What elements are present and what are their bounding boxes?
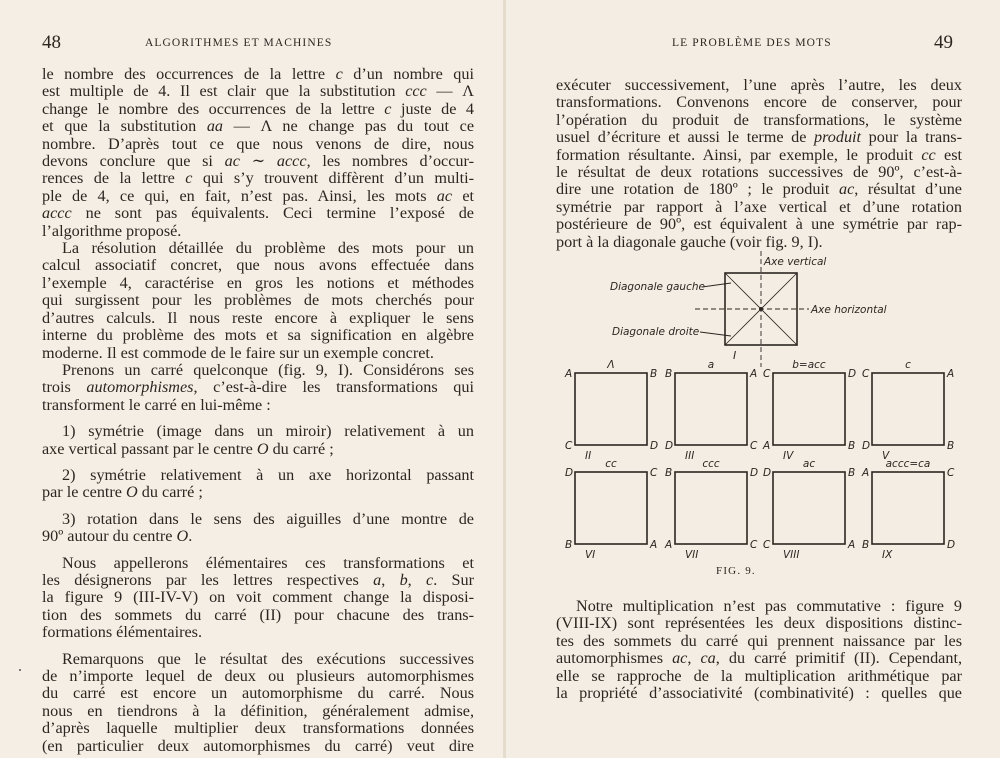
text-line: usuel d’écriture et aussi le terme de produit pour la trans- (556, 128, 962, 147)
text-line: l’opération du produit de transformations, le système (556, 110, 962, 129)
vertex-label-tr: D (848, 368, 857, 380)
text-line: transforment le carré en lui-même : (42, 395, 271, 414)
vertex-label-bl: B (862, 539, 870, 551)
text-line: 3) rotation dans le sens des aiguilles d’une montre de (62, 509, 474, 528)
vertex-label-tl: B (665, 368, 673, 380)
paragraph (42, 66, 474, 240)
square-roman-label: VIII (783, 549, 800, 561)
text-line: exécuter successivement, l’une après l’autre, les deux (556, 76, 962, 94)
square-title: a (707, 359, 715, 371)
text-line: 1) symétrie (image dans un miroir) relativement à un (62, 422, 474, 441)
text-line: calcul associatif concret, que nous avons effectuée dans (42, 256, 474, 275)
vertex-label-br: B (947, 440, 955, 452)
vertex-label-br: D (947, 539, 956, 551)
figure-9 (540, 245, 980, 585)
square-title: ac (802, 458, 816, 470)
text-line: nous en tiendrons à la définition, généralement admise, (42, 701, 474, 720)
vertex-label-bl: D (665, 440, 674, 452)
vertex-label-br: D (650, 440, 659, 452)
text-line: postérieure de 90º, est équivalent à une symétrie par rap- (556, 215, 962, 234)
square-title: ccc (702, 458, 720, 470)
figure-caption: FIG. 9. (716, 565, 756, 577)
text-line: est multiple de 4. Il est clair que la substitution ccc — Λ (42, 82, 474, 101)
square-title: c (905, 359, 911, 371)
text-line: ple de 4, ce qui, en fait, n’est pas. Ainsi, les mots ac et (42, 186, 474, 205)
text-line: change le nombre des occurrences de la lettre c juste de 4 (42, 99, 474, 118)
vertex-label-tl: A (862, 467, 870, 479)
paragraph (556, 77, 962, 251)
text-line: moderne. Il est commode de le faire sur un exemple concret. (42, 343, 434, 362)
square-roman-label: II (585, 450, 592, 462)
text-line: dire une rotation de 180º ; le produit ac, résultat d’une (556, 180, 962, 199)
vertex-label-bl: C (763, 539, 771, 551)
text-line: et que la substitution aa — Λ ne change pas du tout ce (42, 117, 475, 136)
vertex-label-tr: A (947, 368, 955, 380)
square-roman-label: III (685, 450, 695, 462)
vertex-label-br: B (848, 440, 856, 452)
vertex-label-tr: B (650, 368, 658, 380)
text-line: du carré est encore un automorphisme du carré. Nous (42, 684, 474, 703)
text-line: automorphismes ac, ca, du carré primitif (II). Cependant, (556, 649, 963, 668)
text-line: formations élémentaires. (42, 623, 203, 642)
vertex-label-tl: A (565, 368, 573, 380)
square-iii (675, 373, 747, 445)
vertex-label-tr: C (947, 467, 955, 479)
paragraph (42, 423, 474, 458)
text-line: port à la diagonale gauche (voir fig. 9, I). (556, 232, 823, 251)
paragraph (42, 240, 474, 362)
square-ii (575, 373, 647, 445)
text-line: transformations. Convenons encore de conserver, pour (556, 93, 962, 112)
center-point-o (759, 307, 763, 311)
vertex-label-tr: B (848, 467, 856, 479)
square-vi (575, 472, 647, 544)
text-line: d’autres calculs. Il nous reste encore à expliquer le sens (42, 308, 474, 327)
vertex-label-bl: A (763, 440, 771, 452)
vertex-label-bl: C (565, 440, 573, 452)
square-roman-label: VII (685, 549, 699, 561)
square-roman-label: V (882, 450, 890, 462)
text-line: symétrie par rapport à l’axe vertical et d’une rotation (556, 197, 962, 216)
text-line: 2) symétrie relativement à un axe horizontal passant (62, 465, 474, 484)
paragraph (42, 467, 474, 502)
vertex-label-tl: D (565, 467, 574, 479)
square-v (872, 373, 944, 445)
text-line: les désignerons par les lettres respectives a, b, c. Sur (42, 570, 475, 589)
square-roman-label: IX (882, 549, 893, 561)
square-roman-label: VI (585, 549, 596, 561)
text-line: Prenons un carré quelconque (fig. 9, I). Considérons ses (62, 360, 474, 379)
text-line: tes des sommets du carré qui prennent naissance par les (556, 631, 962, 650)
paragraph (42, 362, 474, 414)
vertex-label-bl: A (665, 539, 673, 551)
vertex-label-tl: C (763, 368, 771, 380)
paragraph (42, 651, 474, 755)
text-line: de n’importe lequel de deux ou plusieurs automorphismes (42, 667, 474, 685)
text-line: La résolution détaillée du problème des mots pour un (62, 239, 474, 258)
text-line: qui surgissent pour les problèmes de mots cherchés pour (42, 291, 474, 310)
vertex-label-tl: C (862, 368, 870, 380)
text-line: le nombre des occurrences de la lettre c d’un nombre qui (42, 65, 474, 83)
diagonale-droite-label: Diagonale droite (612, 326, 700, 338)
stray-mark (19, 669, 21, 671)
square-iv (773, 373, 845, 445)
figure-9-diagram (540, 245, 980, 585)
paragraph (42, 511, 474, 546)
text-line: 90º autour du centre O. (42, 527, 193, 546)
text-line: d’après laquelle multiplier deux transformations données (42, 719, 474, 738)
text-line: la propriété d’associativité (combinativité) : quelles que (556, 684, 962, 703)
square-roman-label: IV (783, 450, 794, 462)
text-line: accc ne sont pas équivalents. Ceci termine l’exposé de (42, 204, 474, 223)
vertex-label-tr: D (750, 467, 759, 479)
vertex-label-br: C (750, 539, 758, 551)
diagonale-droite-pointer (700, 332, 731, 336)
vertex-label-bl: D (862, 440, 871, 452)
square-title: accc=ca (885, 458, 931, 470)
text-line: par le centre O du carré ; (42, 483, 203, 502)
text-line: le résultat de deux rotations successives de 90º, c’est-à- (556, 163, 962, 182)
text-line: l’exemple 4, caractérise en gros les notions et méthodes (42, 273, 474, 292)
paragraph (556, 598, 962, 702)
text-line: devons conclure que si ac ∼ accc, les nombres d’occur- (42, 152, 474, 171)
vertex-label-tr: A (750, 368, 758, 380)
main-square-roman-label: I (733, 349, 737, 362)
text-line: formation résultante. Ainsi, par exemple, le produit cc est (556, 145, 962, 164)
book-gutter (503, 0, 506, 758)
square-title: cc (605, 458, 617, 470)
text-line: elle se rapproche de la multiplication arithmétique par (556, 666, 962, 685)
left-running-head: ALGORITHMES ET MACHINES (145, 37, 333, 49)
text-line: interne du problème des mots et sa signification en algèbre (42, 326, 474, 345)
axe-horizontal-label: Axe horizontal (811, 304, 887, 316)
square-title: b=acc (792, 359, 826, 371)
text-line: (VIII-IX) sont représentées les deux dispositions distinc- (556, 614, 962, 633)
diagonale-gauche-pointer (702, 283, 731, 287)
square-vii (675, 472, 747, 544)
square-viii (773, 472, 845, 544)
vertex-label-tl: B (665, 467, 673, 479)
vertex-label-br: A (650, 539, 658, 551)
vertex-label-tl: D (763, 467, 772, 479)
text-line: (en particulier deux automorphismes du carré) veut dire (42, 736, 474, 755)
text-line: trois automorphismes, c’est-à-dire les transformations qui (42, 378, 474, 397)
diagonale-gauche-label: Diagonale gauche (610, 281, 705, 293)
text-line: nombre. D’après tout ce que nous venons de dire, nous (42, 134, 474, 153)
square-ix (872, 472, 944, 544)
text-line: rences de la lettre c qui s’y trouvent diffèrent d’un multi- (42, 169, 474, 188)
right-page-body (556, 77, 962, 251)
left-page-body (42, 66, 474, 755)
square-title: Λ (607, 359, 615, 371)
vertex-label-br: C (750, 440, 758, 452)
text-line: l’algorithme proposé. (42, 221, 182, 240)
vertex-label-br: A (848, 539, 856, 551)
text-line: Notre multiplication n’est pas commutative : figure 9 (576, 597, 962, 615)
text-line: Remarquons que le résultat des exécutions successives (62, 649, 474, 668)
right-page-number: 49 (934, 32, 953, 53)
text-line: Nous appellerons élémentaires ces transformations et (62, 553, 474, 572)
left-page-number: 48 (42, 32, 61, 53)
vertex-label-bl: B (565, 539, 573, 551)
right-running-head: LE PROBLÈME DES MOTS (672, 37, 832, 49)
text-line: axe vertical passant par le centre O du carré ; (42, 439, 334, 458)
paragraph (42, 555, 474, 642)
right-page-paragraph (556, 598, 962, 702)
axe-vertical-label: Axe vertical (764, 256, 827, 268)
text-line: la figure 9 (III-IV-V) on voit comment change la disposi- (42, 588, 474, 607)
vertex-label-tr: C (650, 467, 658, 479)
text-line: tion des sommets du carré (II) pour chacune des trans- (42, 605, 474, 624)
